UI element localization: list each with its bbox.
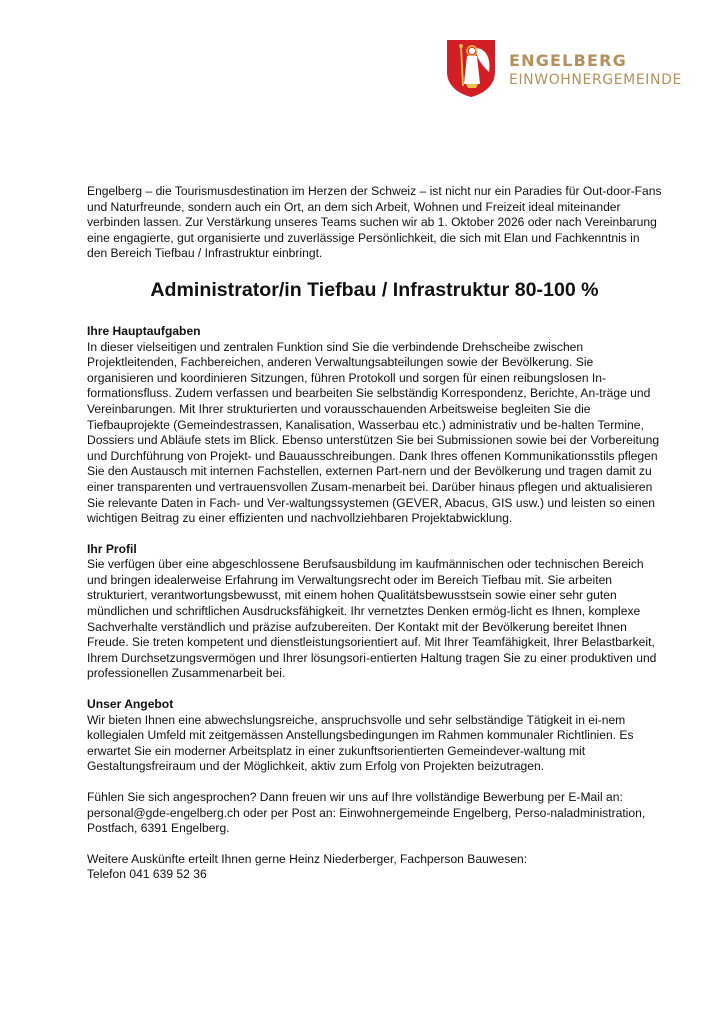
section-offer	[87, 697, 662, 775]
contact-line: Weitere Auskünfte erteilt Ihnen gerne Heinz Niederberger, Fachperson Bauwesen:	[87, 851, 528, 866]
intro-paragraph: Engelberg – die Tourismusdestination im Herzen der Schweiz – ist nicht nur ein Paradies für Out-door-Fans und Naturfreunde, sondern auch ein Ort, an dem sich Arbeit, Wohnen und Freizeit ideal miteinander verbinden lassen. Zur Verstärkung unseres Teams suchen wir ab 1. Oktober 2026 oder nach Vereinbarung eine engagierte, gut organisierte und zuverlässige Persönlichkeit, die sich mit Elan und Fachkenntnis in den Bereich Tiefbau / Infrastruktur einbringt.	[87, 184, 662, 261]
section-heading: Unser Angebot	[87, 697, 174, 712]
logo-subtitle: EINWOHNERGEMEINDE	[509, 72, 682, 88]
logo-name: ENGELBERG	[509, 51, 627, 70]
section-body: In dieser vielseitigen und zentralen Funktion sind Sie die verbindende Drehscheibe zwischen Projektleitenden, Fachbereichen, anderen Verwaltungsabteilungen sowie der Bevölkerung. Sie organisieren und koordinieren Sitzungen, führen Protokoll und sorgen für einen reibungslosen In-formationsfluss. Zudem verfassen und bearbeiten Sie selbständig Korrespondenz, Berichte, An-träge und Vereinbarungen. Mit Ihrer strukturierten und vorausschauenden Arbeitsweise begleiten Sie die Tiefbauprojekte (Gemeindestrassen, Kanalisation, Wasserbau etc.) administrativ und be-halten Termine, Dossiers und Abläufe stets im Blick. Ebenso unterstützen Sie bei Submissionen sowie bei der Vorbereitung und Durchführung von Projekt- und Bauausschreibungen. Dank Ihres offenen Kommunikationsstils pflegen Sie den Austausch mit internen Fachstellen, externen Part-nern und der Bevölkerung und tragen damit zu einer transparenten und vertrauensvollen Zusam-menarbeit bei. Darüber hinaus pflegen und aktualisieren Sie relevante Daten in Fach- und Ver-waltungssystemen (GEVER, Abacus, GIS usw.) und leisten so einen wichtigen Beitrag zu einer effizienten und nachvollziehbaren Projektabwicklung.	[87, 339, 660, 526]
section-body: Sie verfügen über eine abgeschlossene Berufsausbildung im kaufmännischen oder technischen Bereich und bringen idealerweise Erfahrung im Verwaltungsrecht oder im Bereich Tiefbau mit. Sie arbeiten strukturiert, verantwortungsbewusst, mit einem hohen Qualitätsbewusstsein sowie einer sehr guten mündlichen und schriftlichen Ausdrucksfähigkeit. Ihr vernetztes Denken ermög-licht es Ihnen, komplexe Sachverhalte verständlich und präzise aufzubereiten. Der Kontakt mit der Bevölkerung bereitet Ihnen Freude. Sie treten kompetent und dienstleistungsorientiert auf. Mit Ihrer Teamfähigkeit, Ihrer Belastbarkeit, Ihrem Durchsetzungsvermögen und Ihrer lösungsori-entierten Haltung tragen Sie zu einer produktiven und professionellen Zusammenarbeit bei.	[87, 557, 657, 681]
section-profile	[87, 542, 662, 682]
job-posting	[87, 184, 662, 883]
section-main-tasks	[87, 324, 662, 527]
job-title: Administrator/in Tiefbau / Infrastruktur 80-100 %	[150, 278, 599, 301]
section-body: Wir bieten Ihnen eine abwechslungsreiche, anspruchsvolle und sehr selbständige Tätigkeit in ei-nem kollegialen Umfeld mit zeitgemässen Anstellungsbedingungen im Rahmen kommunaler Richtlinien. Es erwartet Sie ein moderner Arbeitsplatz in einer zukunftsorientierten Gemeindever-waltung mit Gestaltungsfreiraum und der Möglichkeit, aktiv zum Erfolg von Projekten beizutragen.	[87, 712, 634, 774]
contact-block	[87, 852, 662, 883]
engelberg-coat-of-arms-icon	[445, 38, 497, 98]
section-heading: Ihre Hauptaufgaben	[87, 323, 201, 338]
application-paragraph: Fühlen Sie sich angesprochen? Dann freuen wir uns auf Ihre vollständige Bewerbung per E-Mail an: personal@gde-engelberg.ch oder per Post an: Einwohnergemeinde Engelberg, Perso-naladministration, Postfach, 6391 Engelberg.	[87, 790, 646, 836]
contact-phone: Telefon 041 639 52 36	[87, 867, 207, 882]
engelberg-logo	[445, 38, 682, 98]
section-heading: Ihr Profil	[87, 541, 137, 556]
